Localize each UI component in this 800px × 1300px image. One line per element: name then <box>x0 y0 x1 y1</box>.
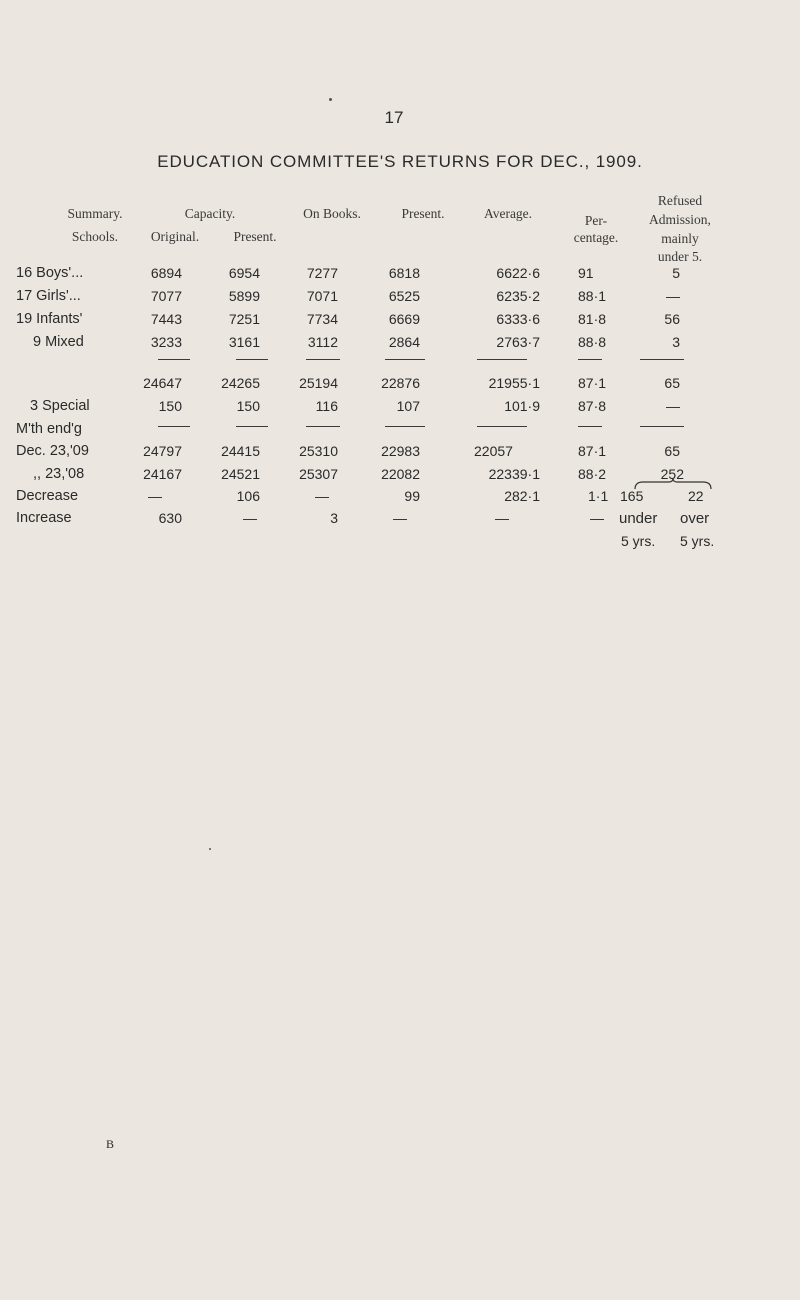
header-percentage-1: Per- <box>584 213 608 228</box>
label-over-years: 5 yrs. <box>680 533 715 549</box>
cell-present-capacity: 24415 <box>221 443 260 459</box>
cell-present: 107 <box>396 398 420 414</box>
cell-present: 22876 <box>381 375 420 391</box>
cell-average: 6622·6 <box>496 265 540 281</box>
cell-on-books: 25307 <box>299 466 338 482</box>
cell-present-capacity: 106 <box>236 488 260 504</box>
cell-original: 150 <box>158 398 182 414</box>
row-label: 9 Mixed <box>33 334 84 350</box>
cell-on-books: — <box>315 488 329 504</box>
cell-average: 282·1 <box>504 488 540 504</box>
cell-percentage: 91 <box>578 265 594 281</box>
cell-on-books: 116 <box>315 398 338 414</box>
row-label: Dec. 23,'09 <box>16 443 89 459</box>
row-label: 3 Special <box>30 398 90 414</box>
cell-original: 24647 <box>143 375 182 391</box>
cell-percentage: 87·1 <box>578 443 607 459</box>
cell-percentage: 87·1 <box>578 375 607 391</box>
cell-percentage: 88·1 <box>578 288 607 304</box>
cell-refused-over-5: 22 <box>688 488 704 504</box>
cell-present-capacity: 6954 <box>228 265 260 281</box>
cell-on-books: 7277 <box>306 265 338 281</box>
cell-percentage: — <box>590 510 604 526</box>
cell-present-capacity: 150 <box>236 398 260 414</box>
header-schools: Schools. <box>71 229 119 244</box>
cell-original: 6894 <box>150 265 182 281</box>
header-refused-4: under 5. <box>657 249 703 264</box>
cell-present-capacity: 24265 <box>221 375 260 391</box>
cell-refused-under-5: 165 <box>620 488 644 504</box>
cell-present: 22082 <box>381 466 420 482</box>
cell-original: — <box>148 488 162 504</box>
label-under-years: 5 yrs. <box>621 533 656 549</box>
cell-present-capacity: 5899 <box>228 288 260 304</box>
cell-average: 22057 <box>474 443 513 459</box>
cell-percentage: 87·8 <box>578 398 607 414</box>
cell-on-books: 25194 <box>299 375 338 391</box>
cell-percentage: 1·1 <box>588 488 609 504</box>
cell-refused: 65 <box>664 375 680 391</box>
row-label: ,, 23,'08 <box>33 466 85 482</box>
cell-refused: 65 <box>664 443 680 459</box>
ink-dot <box>209 848 211 850</box>
header-average: Average. <box>483 206 533 221</box>
cell-present: 99 <box>404 488 420 504</box>
cell-refused: 252 <box>660 466 684 482</box>
cell-average: 21955·1 <box>488 375 540 391</box>
cell-percentage: 88·8 <box>578 334 607 350</box>
cell-original: 24167 <box>143 466 182 482</box>
header-refused-1: Refused <box>657 193 703 208</box>
cell-original: 630 <box>158 510 182 526</box>
page-title: EDUCATION COMMITTEE'S RETURNS FOR DEC., 1909. <box>157 152 643 171</box>
row-label: 16 Boys'... <box>16 265 84 281</box>
cell-on-books: 7071 <box>306 288 338 304</box>
header-summary: Summary. <box>67 206 123 221</box>
footer-signature-letter: B <box>106 1137 115 1151</box>
cell-present: 6818 <box>388 265 420 281</box>
cell-percentage: 81·8 <box>578 311 607 327</box>
cell-average: 6235·2 <box>496 288 540 304</box>
cell-present: — <box>393 510 407 526</box>
header-present: Present. <box>401 206 445 221</box>
row-label: 17 Girls'... <box>16 288 81 304</box>
cell-average: 6333·6 <box>496 311 540 327</box>
cell-original: 7077 <box>150 288 182 304</box>
cell-present-capacity: 7251 <box>228 311 260 327</box>
cell-average: — <box>495 510 509 526</box>
cell-average: 101·9 <box>504 398 540 414</box>
cell-original: 3233 <box>150 334 182 350</box>
row-label: Decrease <box>16 488 79 504</box>
cell-original: 7443 <box>150 311 182 327</box>
cell-average: 2763·7 <box>496 334 540 350</box>
ink-dot <box>329 98 332 101</box>
month-ending-label: M'th end'g <box>16 421 82 437</box>
header-refused-2: Admission, <box>649 212 711 227</box>
cell-present-capacity: 24521 <box>221 466 260 482</box>
cell-average: 22339·1 <box>488 466 540 482</box>
cell-on-books: 3112 <box>307 334 338 350</box>
header-present-capacity: Present. <box>233 229 277 244</box>
label-under: under <box>619 510 658 527</box>
row-label: 19 Infants' <box>16 311 83 327</box>
cell-on-books: 25310 <box>299 443 338 459</box>
label-over: over <box>680 510 710 527</box>
cell-present-capacity: — <box>243 510 257 526</box>
cell-present: 22983 <box>381 443 420 459</box>
header-capacity: Capacity. <box>184 206 236 221</box>
cell-refused: 5 <box>672 265 680 281</box>
cell-present: 6669 <box>388 311 420 327</box>
cell-present-capacity: 3161 <box>228 334 260 350</box>
page-number: 17 <box>384 108 404 127</box>
header-on-books: On Books. <box>303 206 361 221</box>
cell-present: 2864 <box>388 334 420 350</box>
cell-refused: 56 <box>664 311 680 327</box>
cell-on-books: 3 <box>330 510 338 526</box>
row-label: Increase <box>16 510 72 526</box>
cell-on-books: 7734 <box>306 311 338 327</box>
cell-original: 24797 <box>143 443 182 459</box>
cell-refused: — <box>666 398 680 414</box>
header-original: Original. <box>150 229 200 244</box>
header-refused-3: mainly <box>661 231 699 246</box>
cell-refused: 3 <box>672 334 680 350</box>
cell-refused: — <box>666 288 680 304</box>
cell-present: 6525 <box>388 288 420 304</box>
header-percentage-2: centage. <box>573 230 619 245</box>
cell-percentage: 88·2 <box>578 466 607 482</box>
